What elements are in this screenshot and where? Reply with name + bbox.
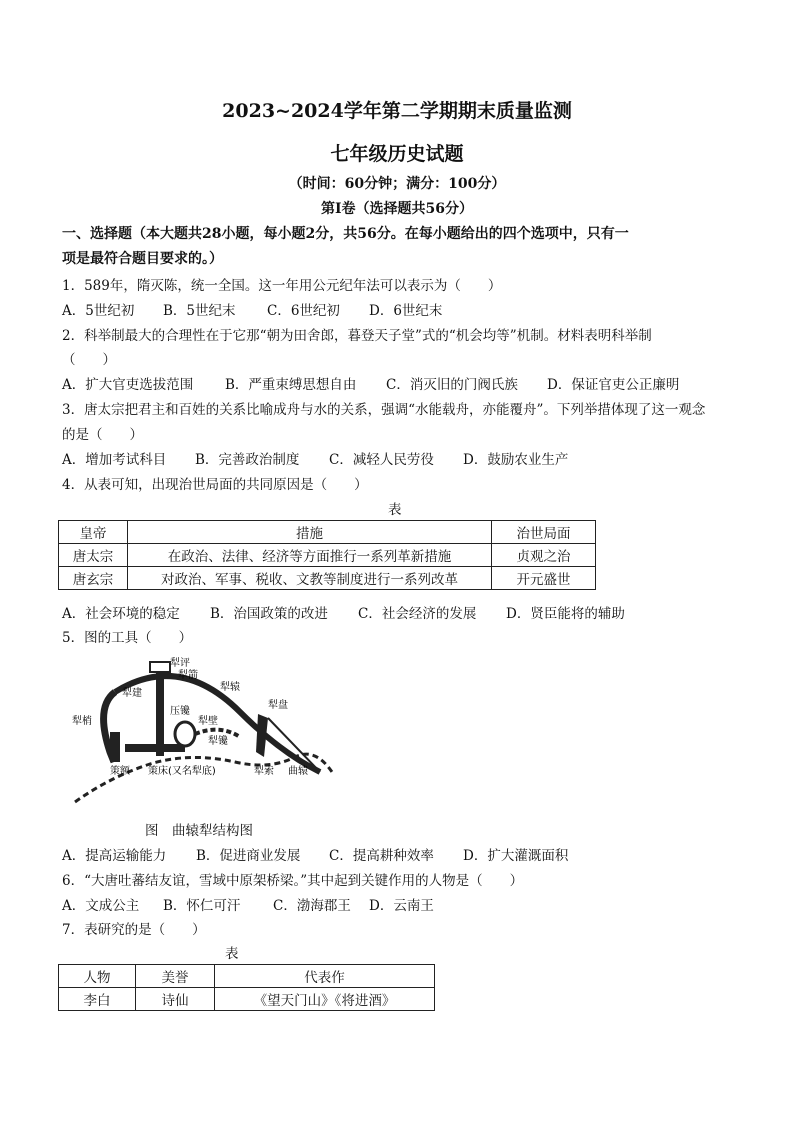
table-cell: 唐太宗	[59, 544, 128, 567]
table-row	[59, 544, 596, 567]
q1-stem: 1．589年，隋灭陈，统一全国。这一年用公元纪年法可以表示为（ ）	[62, 278, 502, 294]
table-cell: 对政治、军事、税收、文教等制度进行一系列改革	[128, 567, 492, 590]
q2-stem-line2: （ ）	[62, 352, 116, 368]
q2-option-d: D．保证官吏公正廉明	[547, 377, 680, 393]
exam-subtitle: 七年级历史试题	[330, 143, 464, 165]
q5-option-c: C．提高耕种效率	[329, 848, 434, 864]
table-header-cell: 措施	[128, 521, 492, 544]
plough-foot	[110, 732, 120, 762]
table-header-cell: 人物	[59, 965, 136, 988]
q3-option-c: C．减轻人民劳役	[329, 452, 434, 468]
q5-option-d: D．扩大灌溉面积	[463, 848, 569, 864]
label-lijian-post: 犁建	[122, 688, 142, 699]
table-cell: 唐玄宗	[59, 567, 128, 590]
q3-stem-line2: 的是（ ）	[62, 427, 143, 443]
q1-option-d: D．6世纪末	[369, 303, 443, 319]
q4-option-c: C．社会经济的发展	[358, 606, 477, 622]
section-instructions-line2: 项是最符合题目要求的。）	[62, 251, 223, 267]
q1-option-c: C．6世纪初	[267, 303, 340, 319]
q4-option-d: D．贤臣能将的辅助	[506, 606, 625, 622]
q5-option-b: B．促进商业发展	[196, 848, 301, 864]
moldboard	[175, 722, 195, 746]
table-header-cell: 皇帝	[59, 521, 128, 544]
q6-option-d: D．云南王	[369, 898, 434, 914]
volume-title: 第Ⅰ卷（选择题共56分）	[320, 201, 474, 217]
label-lishao: 犁梢	[72, 716, 92, 727]
q3-option-a: A．增加考试科目	[62, 452, 167, 468]
table-header-row	[59, 965, 435, 988]
table-row	[59, 988, 435, 1011]
q5-option-a: A．提高运输能力	[62, 848, 167, 864]
label-lichan: 犁镵	[208, 736, 228, 747]
q6-option-a: A．文成公主	[62, 898, 140, 914]
section-instructions-line1: 一、选择题（本大题共28小题，每小题2分，共56分。在每小题给出的四个选项中，只有一	[62, 226, 629, 242]
plough-evaluator	[150, 662, 170, 672]
label-liping: 犁评	[170, 658, 190, 669]
q7-stem: 7．表研究的是（ ）	[62, 922, 206, 938]
label-lisuo: 犁索	[254, 766, 274, 777]
table-header-row	[59, 521, 596, 544]
table-cell: 《望天门山》《将进酒》	[215, 988, 435, 1011]
q5-figure-caption: 图 曲辕犁结构图	[145, 823, 253, 839]
label-yachan: 压镵	[170, 706, 190, 717]
label-cechuang: 策床(又名犁底)	[148, 766, 216, 777]
q4-option-a: A．社会环境的稳定	[62, 606, 180, 622]
q7-table	[58, 964, 435, 1011]
label-lipan: 犁盘	[268, 700, 288, 711]
q7-table-caption: 表	[225, 946, 239, 962]
q2-option-a: A．扩大官吏选拔范围	[62, 377, 194, 393]
curved-plough-diagram	[70, 652, 360, 810]
table-cell: 李白	[59, 988, 136, 1011]
table-header-cell: 美誉	[136, 965, 215, 988]
plough-post	[156, 664, 164, 756]
q6-stem: 6．“大唐吐蕃结友谊，雪域中原架桥梁。”其中起到关键作用的人物是（ ）	[62, 873, 524, 889]
q2-stem-line1: 2．科举制最大的合理性在于它那“朝为田舍郎，暮登天子堂”式的“机会均等”机制。材料表明科举制	[62, 328, 652, 344]
label-lijian: 犁箭	[178, 670, 198, 681]
table-cell: 贞观之治	[492, 544, 596, 567]
q3-option-d: D．鼓励农业生产	[463, 452, 569, 468]
label-cee: 策额	[110, 766, 130, 777]
time-info: （时间：60分钟；满分：100分）	[288, 176, 506, 192]
label-liyuan: 犁辕	[220, 682, 240, 693]
label-libi: 犁壁	[198, 716, 218, 727]
exam-title: 2023~2024学年第二学期期末质量监测	[222, 100, 572, 122]
table-header-cell: 代表作	[215, 965, 435, 988]
table-cell: 诗仙	[136, 988, 215, 1011]
plough-base	[125, 744, 185, 752]
q4-table	[58, 520, 596, 590]
table-cell: 开元盛世	[492, 567, 596, 590]
q6-option-c: C．渤海郡王	[273, 898, 351, 914]
q4-stem: 4．从表可知，出现治世局面的共同原因是（ ）	[62, 477, 368, 493]
rotary-plate	[256, 714, 268, 757]
q2-option-b: B．严重束缚思想自由	[225, 377, 357, 393]
q5-stem: 5．图的工具（ ）	[62, 630, 193, 646]
q1-option-b: B．5世纪末	[163, 303, 236, 319]
q6-option-b: B．怀仁可汗	[163, 898, 241, 914]
q2-option-c: C．消灭旧的门阀氏族	[386, 377, 518, 393]
q3-stem-line1: 3．唐太宗把君主和百姓的关系比喻成舟与水的关系，强调“水能载舟，亦能覆舟”。下列举措体现了这一观念	[62, 402, 706, 418]
label-quyuan: 曲辕	[288, 766, 308, 777]
table-header-cell: 治世局面	[492, 521, 596, 544]
q3-option-b: B．完善政治制度	[195, 452, 300, 468]
q1-option-a: A．5世纪初	[62, 303, 135, 319]
table-cell: 在政治、法律、经济等方面推行一系列革新措施	[128, 544, 492, 567]
table-row	[59, 567, 596, 590]
q4-table-caption: 表	[388, 502, 402, 518]
q4-option-b: B．治国政策的改进	[210, 606, 328, 622]
